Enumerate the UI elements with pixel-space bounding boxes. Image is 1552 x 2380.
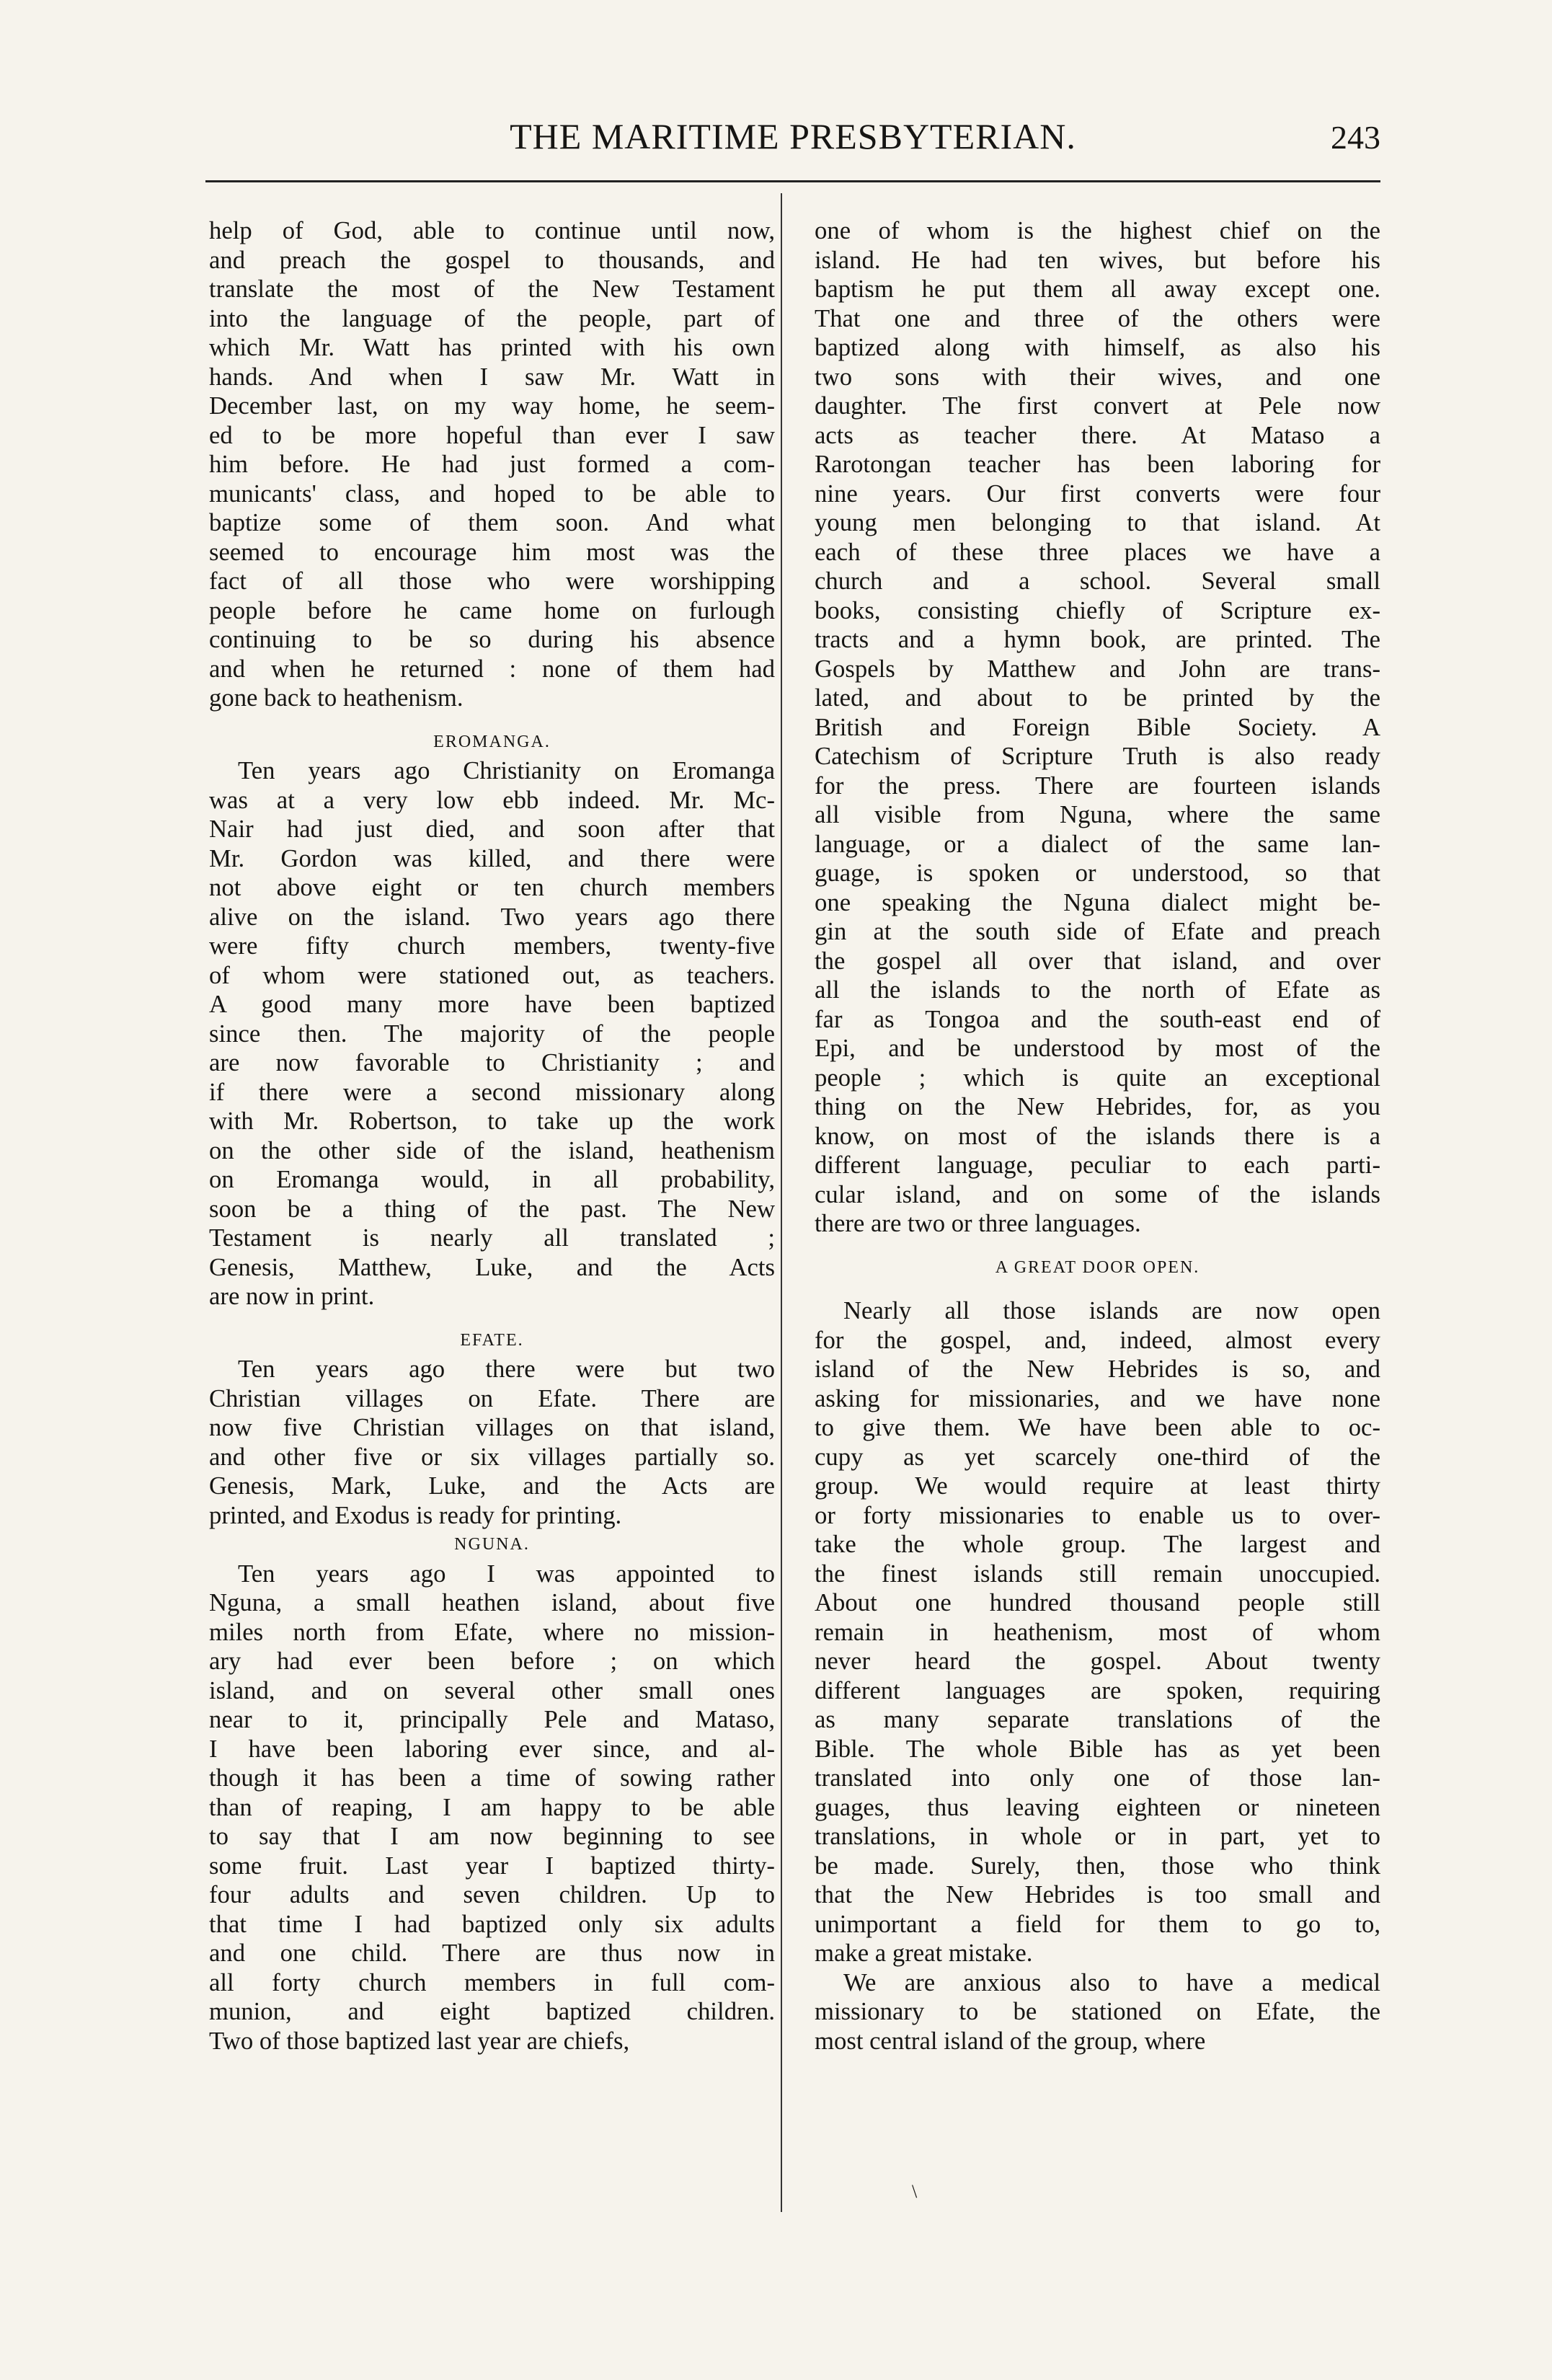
text-line: each of these three places we have a [815, 537, 1380, 566]
text-line: people before he came home on furlough [209, 596, 775, 624]
text-line: translated into only one of those lan- [815, 1764, 1380, 1792]
text-line: all forty church members in full com- [209, 1968, 775, 1996]
text-line: continuing to be so during his absence [209, 625, 775, 653]
left-column [209, 216, 775, 2149]
text-line: and preach the gospel to thousands, and [209, 245, 775, 274]
text-line: guages, thus leaving eighteen or nineteen [815, 1792, 1380, 1821]
text-line: that time I had baptized only six adults [209, 1909, 775, 1938]
text-line: be made. Surely, then, those who think [815, 1851, 1380, 1880]
text-line: four adults and seven children. Up to [209, 1880, 775, 1908]
text-line: gin at the south side of Efate and preach [815, 917, 1380, 945]
text-line: miles north from Efate, where no mission- [209, 1617, 775, 1646]
text-line: are now favorable to Christianity ; and [209, 1048, 775, 1076]
text-line: cular island, and on some of the islands [815, 1180, 1380, 1208]
text-line: as many separate translations of the [815, 1705, 1380, 1733]
text-line: Gospels by Matthew and John are trans- [815, 654, 1380, 683]
text-line: Nair had just died, and soon after that [209, 815, 775, 843]
text-line: some fruit. Last year I baptized thirty- [209, 1851, 775, 1880]
paragraph-intro [209, 216, 775, 713]
text-line: A good many more have been baptized [209, 990, 775, 1018]
text-line: daughter. The first convert at Pele now [815, 391, 1380, 420]
heading-efate: EFATE. [460, 1330, 524, 1350]
text-line: Ten years ago I was appointed to [238, 1559, 775, 1588]
stray-mark: \ [912, 2181, 918, 2202]
text-line: group. We would require at least thirty [815, 1472, 1380, 1500]
text-line: or forty missionaries to enable us to over- [815, 1500, 1380, 1529]
column-divider [781, 193, 782, 2212]
page-number: 243 [1331, 119, 1380, 156]
text-line: baptism he put them all away except one. [815, 275, 1380, 303]
text-line: printed, and Exodus is ready for printing. [209, 1500, 622, 1529]
text-line: than of reaping, I am happy to be able [209, 1792, 775, 1821]
text-line: nine years. Our first converts were four [815, 479, 1380, 508]
text-line: on the other side of the island, heathenism [209, 1136, 775, 1164]
text-line: I have been laboring ever since, and al- [209, 1734, 775, 1763]
text-line: About one hundred thousand people still [815, 1588, 1380, 1616]
text-line: if there were a second missionary along [209, 1077, 775, 1106]
text-line: Mr. Gordon was killed, and there were [209, 844, 775, 872]
text-line: which Mr. Watt has printed with his own [209, 333, 775, 361]
text-line: help of God, able to continue until now, [209, 216, 775, 244]
text-line: Two of those baptized last year are chiefs, [209, 2026, 630, 2055]
paragraph-eromanga [209, 756, 775, 1311]
text-line: most central island of the group, where [815, 2026, 1206, 2055]
text-line: tracts and a hymn book, are printed. The [815, 625, 1380, 653]
paragraph-continuation [815, 216, 1380, 1239]
text-line: different language, peculiar to each parti- [815, 1151, 1380, 1179]
text-line: Testament is nearly all translated ; [209, 1224, 775, 1252]
text-line: with Mr. Robertson, to take up the work [209, 1107, 775, 1135]
text-line: Rarotongan teacher has been laboring for [815, 450, 1380, 478]
text-line: Ten years ago there were but two [238, 1355, 775, 1383]
text-line: on Eromanga would, in all probability, [209, 1165, 775, 1193]
text-line: one speaking the Nguna dialect might be- [815, 888, 1380, 916]
page-header [205, 115, 1380, 166]
text-line: young men belonging to that island. At [815, 508, 1380, 536]
text-line: all the islands to the north of Efate as [815, 976, 1380, 1004]
text-line: never heard the gospel. About twenty [815, 1647, 1380, 1675]
text-line: island of the New Hebrides is so, and [815, 1355, 1380, 1383]
right-column [815, 216, 1380, 2149]
text-line: Bible. The whole Bible has as yet been [815, 1734, 1380, 1763]
text-line: We are anxious also to have a medical [843, 1968, 1380, 1996]
text-line: and when he returned : none of them had [209, 654, 775, 683]
text-line: and one child. There are thus now in [209, 1939, 775, 1967]
paragraph-great-door [815, 1296, 1380, 1968]
text-line: remain in heathenism, most of whom [815, 1617, 1380, 1646]
text-line: for the press. There are fourteen islands [815, 771, 1380, 800]
text-line: seemed to encourage him most was the [209, 537, 775, 566]
text-line: baptized along with himself, as also his [815, 333, 1380, 361]
text-line: alive on the island. Two years ago there [209, 902, 775, 931]
text-line: hands. And when I saw Mr. Watt in [209, 362, 775, 391]
text-line: people ; which is quite an exceptional [815, 1063, 1380, 1092]
text-line: that the New Hebrides is too small and [815, 1880, 1380, 1908]
text-line: asking for missionaries, and we have none [815, 1384, 1380, 1412]
text-line: translate the most of the New Testament [209, 275, 775, 303]
text-line: take the whole group. The largest and [815, 1530, 1380, 1558]
text-line: Nearly all those islands are now open [843, 1296, 1380, 1324]
text-line: translations, in whole or in part, yet to [815, 1822, 1380, 1850]
text-line: ed to be more hopeful than ever I saw [209, 420, 775, 449]
text-line: two sons with their wives, and one [815, 362, 1380, 391]
text-line: near to it, principally Pele and Mataso, [209, 1705, 775, 1733]
text-line: far as Tongoa and the south-east end of [815, 1004, 1380, 1033]
text-line: books, consisting chiefly of Scripture ex- [815, 596, 1380, 624]
header-rule [205, 180, 1380, 182]
text-line: Nguna, a small heathen island, about five [209, 1588, 775, 1616]
text-line: ary had ever been before ; on which [209, 1647, 775, 1675]
text-line: Genesis, Matthew, Luke, and the Acts [209, 1252, 775, 1281]
running-title: THE MARITIME PRESBYTERIAN. [510, 116, 1076, 156]
text-line: one of whom is the highest chief on the [815, 216, 1380, 244]
text-line: were fifty church members, twenty-five [209, 932, 775, 960]
text-line: gone back to heathenism. [209, 684, 464, 712]
text-line: not above eight or ten church members [209, 873, 775, 901]
text-line: him before. He had just formed a com- [209, 450, 775, 478]
text-line: Catechism of Scripture Truth is also ready [815, 742, 1380, 770]
text-line: thing on the New Hebrides, for, as you [815, 1092, 1380, 1120]
text-line: for the gospel, and, indeed, almost every [815, 1325, 1380, 1354]
text-line: unimportant a field for them to go to, [815, 1909, 1380, 1938]
text-line: language, or a dialect of the same lan- [815, 829, 1380, 858]
text-line: That one and three of the others were [815, 304, 1380, 332]
text-line: municants' class, and hoped to be able to [209, 479, 775, 508]
text-line: and other five or six villages partially so. [209, 1442, 775, 1471]
text-line: since then. The majority of the people [209, 1019, 775, 1048]
text-line: Epi, and be understood by most of the [815, 1034, 1380, 1062]
text-line: munion, and eight baptized children. [209, 1997, 775, 2025]
text-line: Genesis, Mark, Luke, and the Acts are [209, 1472, 775, 1500]
paragraph-medical [815, 1968, 1380, 2056]
text-line: different languages are spoken, requiring [815, 1676, 1380, 1704]
text-line: baptize some of them soon. And what [209, 508, 775, 536]
text-line: British and Foreign Bible Society. A [815, 712, 1380, 741]
heading-nguna: NGUNA. [454, 1535, 530, 1554]
text-line: are now in print. [209, 1282, 375, 1310]
text-line: missionary to be stationed on Efate, the [815, 1997, 1380, 2025]
text-line: the gospel all over that island, and over [815, 946, 1380, 975]
text-line: island. He had ten wives, but before his [815, 245, 1380, 274]
text-line: cupy as yet scarcely one-third of the [815, 1442, 1380, 1471]
text-line: of whom were stationed out, as teachers. [209, 960, 775, 989]
heading-eromanga: EROMANGA. [433, 732, 551, 751]
text-line: December last, on my way home, he seem- [209, 391, 775, 420]
text-line: the finest islands still remain unoccupied. [815, 1559, 1380, 1588]
heading-great-door-open: A GREAT DOOR OPEN. [995, 1257, 1200, 1277]
paragraph-efate [209, 1355, 775, 1530]
text-line: all visible from Nguna, where the same [815, 800, 1380, 828]
text-line: to say that I am now beginning to see [209, 1822, 775, 1850]
text-line: soon be a thing of the past. The New [209, 1194, 775, 1223]
text-line: Ten years ago Christianity on Eromanga [238, 756, 775, 784]
text-line: acts as teacher there. At Mataso a [815, 420, 1380, 449]
text-line: to give them. We have been able to oc- [815, 1413, 1380, 1441]
paragraph-nguna [209, 1560, 775, 2056]
text-line: there are two or three languages. [815, 1209, 1141, 1237]
text-line: into the language of the people, part of [209, 304, 775, 332]
text-line: now five Christian villages on that island, [209, 1413, 775, 1441]
text-line: island, and on several other small ones [209, 1676, 775, 1704]
text-line: though it has been a time of sowing rather [209, 1764, 775, 1792]
text-line: make a great mistake. [815, 1939, 1033, 1967]
text-line: lated, and about to be printed by the [815, 684, 1380, 712]
text-line: know, on most of the islands there is a [815, 1121, 1380, 1150]
text-line: Christian villages on Efate. There are [209, 1384, 775, 1412]
text-line: was at a very low ebb indeed. Mr. Mc- [209, 785, 775, 814]
text-line: church and a school. Several small [815, 567, 1380, 595]
text-line: guage, is spoken or understood, so that [815, 859, 1380, 887]
text-line: fact of all those who were worshipping [209, 567, 775, 595]
